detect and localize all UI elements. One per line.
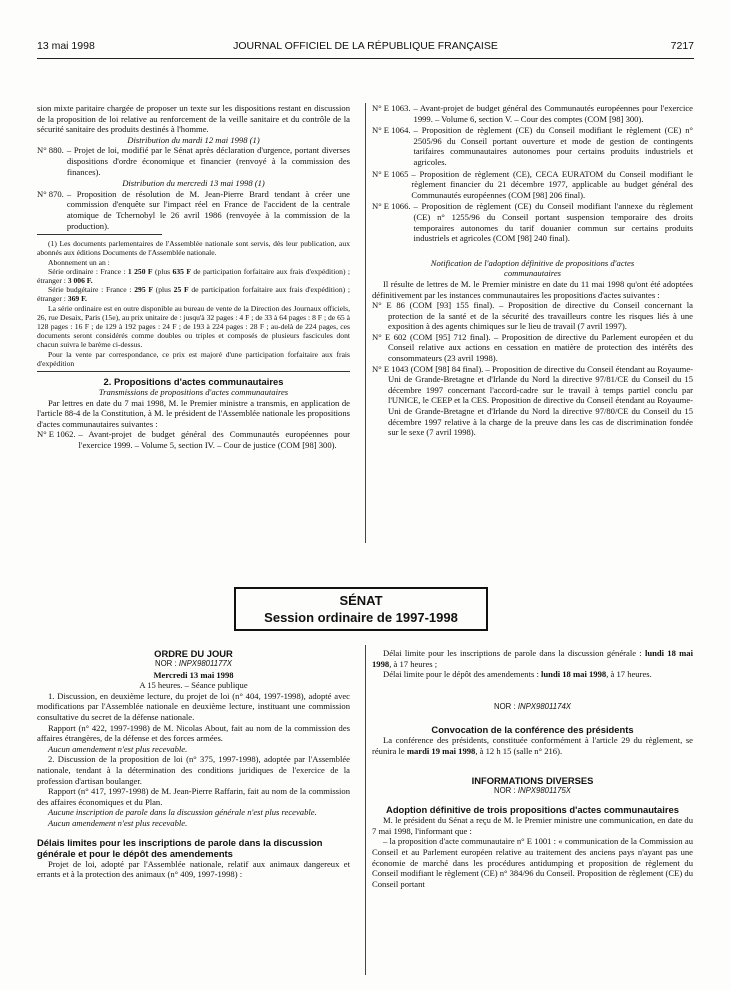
nor-reference: NOR : INPX9801177X <box>154 659 232 668</box>
footnote-1: (1) Les documents parlementaires de l'Assemblée nationale sont servis, dès leur publication, aux abonnés aux éditions Documents de l'Assemblée nationale. <box>37 239 350 258</box>
agenda-item-2-note-2: Aucun amendement n'est plus recevable. <box>48 817 188 828</box>
footnote-correspondance: Pour la vente par correspondance, ce prix est majoré d'une participation forfaitaire aux frais d'expédition <box>37 349 350 368</box>
transmissions-heading: Transmissions de propositions d'actes communautaires <box>98 386 289 397</box>
agenda-item-2-note: Aucune inscription de parole dans la discussion générale n'est plus recevable. <box>48 807 317 818</box>
transmissions-paragraph: Par lettres en date du 7 mai 1998, M. le Premier ministre a transmis, en application de l'article 88-4 de la Constitution, à M. le président de l'Assemblée nationale les propositions d'actes communautaires suivantes : <box>37 397 350 429</box>
distribution-heading-2: Distribution du mercredi 13 mai 1998 (1) <box>122 178 265 189</box>
header-page-number: 7217 <box>670 40 694 52</box>
column-divider-bottom <box>365 645 366 975</box>
doc-number: N° 870. <box>37 188 64 199</box>
doc-text: – Avant-projet de budget général des Communautés européennes pour l'exercice 1999. – Volume 5, section IV. – Cour de justice (COM [98] 300). <box>78 429 350 450</box>
convocation-heading: Convocation de la conférence des présidents <box>431 724 634 736</box>
footnote-vente: La série ordinaire est en outre disponible au bureau de vente de la Direction des Journaux officiels, 26, rue Desaix, Paris (15e), au prix unitaire de : jusqu'à 32 pages : 4 F ; de 33 à 64 pages : 8 F ; de 65 à 128 pages : 16 F ; de 129 à 192 pages : 24 F ; de 193 à 224 pages : 28 F ; au-delà de 224 pages, ces documents seront considérés comme doubles ou triples et composés de plusieurs fascicules dont chacun suivra le barème ci-dessus. <box>37 303 350 350</box>
doc-number: N° E 1066. <box>372 201 411 212</box>
column-divider-top <box>365 103 366 543</box>
delai-parole: Délai limite pour les inscriptions de parole dans la discussion générale : lundi 18 mai 1998, à 17 heures ; <box>372 648 693 669</box>
doc-text: – Projet de loi, modifié par le Sénat après déclaration d'urgence, portant diverses dispositions d'ordre économique et financier (renvoyé à la commission des finances). <box>66 145 350 177</box>
header-date: 13 mai 1998 <box>37 40 95 52</box>
doc-item-870 <box>37 189 350 231</box>
delais-paragraph: Projet de loi, adopté par l'Assemblée nationale, relatif aux animaux dangereux et errants et à la protection des animaux (n° 409, 1997-1998) : <box>37 858 350 880</box>
left-bottom-column <box>37 648 350 880</box>
doc-item-e1066 <box>372 201 693 243</box>
notification-paragraph: Il résulte de lettres de M. le Premier ministre en date du 11 mai 1998 qu'ont été adoptées définitivement par les instances communautaires les propositions d'actes suivantes : <box>372 278 693 300</box>
doc-number: N° E 1064. <box>372 125 411 136</box>
distribution-heading-1: Distribution du mardi 12 mai 1998 (1) <box>127 134 260 145</box>
intro-paragraph: sion mixte paritaire chargée de proposer un texte sur les dispositions restant en discussion de la proposition de loi relative au renforcement de la veille sanitaire et du contrôle de la sécurité sanitaire des produits destinés à l'homme. <box>37 103 350 135</box>
senat-title: SÉNAT <box>339 593 383 608</box>
left-top-column <box>37 103 350 452</box>
delai-amendements: Délai limite pour le dépôt des amendements : lundi 18 mai 1998, à 17 heures. <box>383 669 652 680</box>
agenda-item-2: 2. Discussion de la proposition de loi (n° 375, 1997-1998), adoptée par l'Assemblée nationale, tendant à la détermination des conditions juridiques de l'exercice de la profession d'artisan boulanger. <box>37 754 350 786</box>
doc-text: – Avant-projet de budget général des Communautés européennes pour l'exercice 1999. – Volume 6, section V. – Cour des comptes (COM [98] 300). <box>413 103 693 124</box>
session-title: Session ordinaire de 1997-1998 <box>264 610 458 625</box>
adoption-paragraph: M. le président du Sénat a reçu de M. le Premier ministre une communication, en date du 7 mai 1998, l'informant que : <box>372 815 693 836</box>
adopted-item-e1043: N° E 1043 (COM [98] 84 final). – Proposition de directive du Conseil étendant au Royaume-Uni de Grande-Bretagne et d'Irlande du Nord la directive 97/81/CE du Conseil du 15 décembre 1997 concernant l'accord-cadre sur le travail à temps partiel conclu par l'UNICE, le CEEP et la CES. Proposition de directive du Conseil étendant au Royaume-Uni de Grande-Bretagne et d'Irlande du Nord la directive 97/80/CE du Conseil du 15 décembre 1997 relative à la charge de la preuve dans les cas de discrimination fondée sur le sexe (7 avril 1998). <box>372 363 693 438</box>
agenda-item-2-rapport: Rapport (n° 417, 1997-1998) de M. Jean-Pierre Raffarin, fait au nom de la commission des affaires économiques et du Plan. <box>37 786 350 807</box>
footnote-serie-ordinaire: Série ordinaire : France : 1 250 F (plus 635 F de participation forfaitaire aux frais d'expédition) ; étranger : 3 006 F. <box>37 266 351 285</box>
doc-item-e1062 <box>37 429 350 450</box>
doc-text: – Proposition de résolution de M. Jean-Pierre Brard tendant à créer une commission d'enquête sur l'impact réel en France de l'accident de la centrale atomique de Tchernobyl le 26 avril 1986 (renvoyée à la commission de la production). <box>66 188 350 231</box>
nor-reference-2: NOR : INPX9801175X <box>493 785 571 795</box>
session-date: Mercredi 13 mai 1998 <box>153 669 234 680</box>
nor-reference-1: NOR : INPX9801174X <box>493 701 571 711</box>
doc-number: N° E 1062. <box>37 429 76 440</box>
adoption-item: – la proposition d'acte communautaire n° E 1001 : « communication de la Commission au Conseil et au Parlement européen relative au traitement des anciens pays n'ayant pas une économie de marché dans les procédures antidumping et proposition de règlement du Conseil modifiant le règlement (CE) n° 384/96 du Conseil. Proposition de règlement (CE) du Conseil portant <box>372 836 693 889</box>
doc-text: – Proposition de règlement (CE), CECA EURATOM du Conseil modifiant le règlement financier du 21 décembre 1977, applicable au budget général des Communautés européennes (COM [98] 206 final). <box>411 168 693 200</box>
session-time: A 15 heures. – Séance publique <box>139 680 248 691</box>
doc-text: – Proposition de règlement (CE) du Conseil modifiant le règlement (CE) n° 2505/96 du Conseil portant ouverture et mode de gestion de contingents tarifaires communautaires autonomes pour certains produits industriels et agricoles. <box>413 125 693 167</box>
doc-number: N° 880. <box>37 145 64 156</box>
adopted-item-e86: N° E 86 (COM [93] 155 final). – Proposition de directive du Conseil concernant la protection de la santé et de la sécurité des travailleurs contre les risques liés à une exposition à des agents chimiques sur le lieu de travail (7 avril 1997). <box>372 300 693 332</box>
adopted-item-e602: N° E 602 (COM [95] 712 final). – Proposition de directive du Parlement européen et du Conseil relative aux actions en cessation en matière de protection des intérêts des consommateurs (23 avril 1998). <box>372 331 693 364</box>
page-header <box>37 40 694 54</box>
footnote-block <box>37 239 350 368</box>
right-bottom-column <box>372 648 693 889</box>
doc-item-e1065 <box>372 169 693 201</box>
senat-banner <box>234 587 488 631</box>
informations-diverses-heading: INFORMATIONS DIVERSES <box>471 774 594 786</box>
doc-text: – Proposition de règlement (CE) du Conseil modifiant l'annexe du règlement (CE) n° 1255/96 du Conseil portant suspension temporaire des droits temporaires autonomes du tarif douanier commun sur certains produits industriels et agricoles (COM [98] 240 final). <box>413 201 693 244</box>
notification-heading: Notification de l'adoption définitive de propositions d'actes communautaires <box>430 257 635 279</box>
header-rule <box>37 58 694 59</box>
doc-number: N° E 1063. <box>372 103 411 113</box>
footnote-separator <box>37 234 162 235</box>
right-top-column <box>372 103 693 438</box>
footnote-serie-budgetaire: Série budgétaire : France : 295 F (plus 25 F de participation forfaitaire aux frais d'expédition) ; étranger : 369 F. <box>37 285 350 304</box>
header-journal-title: JOURNAL OFFICIEL DE LA RÉPUBLIQUE FRANÇAISE <box>233 40 498 52</box>
agenda-item-1: 1. Discussion, en deuxième lecture, du projet de loi (n° 404, 1997-1998), adopté avec modifications par l'Assemblée nationale en deuxième lecture, instituant une commission consultative du secret de la défense nationale. <box>37 690 350 722</box>
adoption-heading: Adoption définitive de trois propositions d'actes communautaires <box>386 804 679 816</box>
doc-number: N° E 1065 <box>372 168 409 179</box>
convocation-paragraph: La conférence des présidents, constituée conformément à l'article 29 du règlement, se réunira le mardi 19 mai 1998, à 12 h 15 (salle n° 216). <box>372 735 693 756</box>
section-separator <box>37 371 350 372</box>
doc-item-e1063 <box>372 103 693 124</box>
ordre-du-jour-heading: ORDRE DU JOUR <box>154 648 233 659</box>
doc-item-e1064 <box>372 125 693 167</box>
agenda-item-1-note: Aucun amendement n'est plus recevable. <box>48 743 188 754</box>
footnote-abonnement: Abonnement un an : <box>48 257 110 267</box>
doc-item-880 <box>37 145 350 177</box>
delais-heading: Délais limites pour les inscriptions de parole dans la discussion générale et pour le dépôt des amendements <box>37 836 323 859</box>
section-2-heading: 2. Propositions d'actes communautaires <box>103 375 284 387</box>
agenda-item-1-rapport: Rapport (n° 422, 1997-1998) de M. Nicolas About, fait au nom de la commission des affaires étrangères, de la défense et des forces armées. <box>37 722 350 744</box>
